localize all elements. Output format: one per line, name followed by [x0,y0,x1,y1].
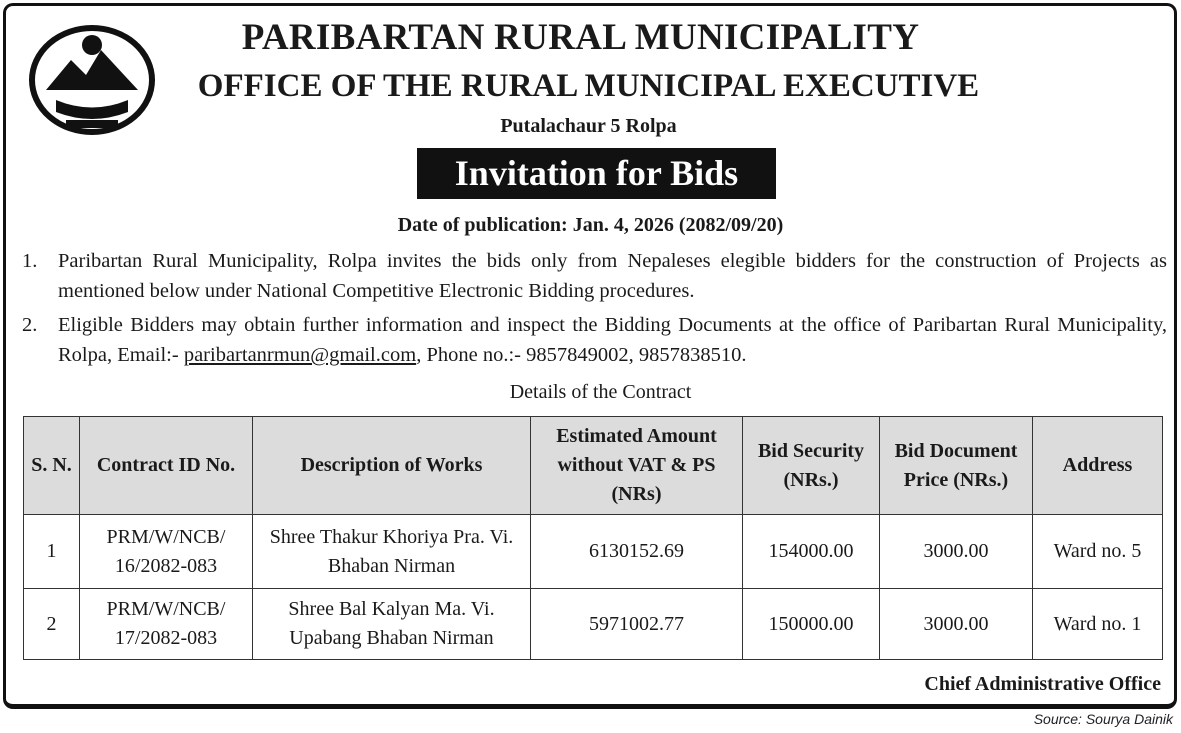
paragraph-1 [22,246,1167,306]
header-estimated-amount: Estimated Amount without VAT & PS (NRs) [531,417,743,515]
cell-address: Ward no. 5 [1033,515,1163,589]
email-link[interactable]: paribartanrmun@gmail.com [183,344,417,366]
cell-bid-security: 154000.00 [743,515,880,589]
phone-text: , Phone no.:- 9857849002, 9857838510. [416,344,747,366]
header-address: Address [1033,417,1163,515]
cell-document-price: 3000.00 [880,589,1033,660]
cell-description: Shree Bal Kalyan Ma. Vi. Upabang Bhaban Nirman [253,589,531,660]
header-description: Description of Works [253,417,531,515]
header-sn: S. N. [24,417,80,515]
table-header-row [24,417,1163,515]
contract-table [23,416,1163,660]
office-title: OFFICE OF THE RURAL MUNICIPAL EXECUTIVE [197,68,980,104]
cell-estimated-amount: 6130152.69 [531,515,743,589]
table-row [24,589,1163,660]
table-row [24,515,1163,589]
municipality-title: PARIBARTAN RURAL MUNICIPALITY [241,17,920,58]
cell-bid-security: 150000.00 [743,589,880,660]
publication-date: Date of publication: Jan. 4, 2026 (2082/09/20) [397,214,784,236]
paragraph-text [58,310,1167,370]
cell-contract-id: PRM/W/NCB/ 16/2082-083 [80,515,253,589]
cell-address: Ward no. 1 [1033,589,1163,660]
cell-description: Shree Thakur Khoriya Pra. Vi. Bhaban Nirman [253,515,531,589]
cell-sn: 2 [24,589,80,660]
paragraph-number: 2. [22,314,38,336]
cell-estimated-amount: 5971002.77 [531,589,743,660]
signature: Chief Administrative Office [924,673,1161,695]
table-caption: Details of the Contract [509,381,692,403]
paragraph-text-part: Eligible Bidders may obtain further information and inspect the Bidding Documents at the office of Paribartan Rural Municipality, Rolpa, Email:- [58,314,1167,366]
office-address: Putalachaur 5 Rolpa [500,115,677,137]
notice-title: Invitation for Bids [417,148,776,199]
paragraph-2 [22,310,1167,370]
paragraph-text: Paribartan Rural Municipality, Rolpa invites the bids only from Nepaleses elegible bidders for the construction of Projects as mentioned below under National Competitive Electronic Bidding procedures. [58,250,1167,302]
source-credit: Source: Sourya Dainik [1033,711,1173,727]
cell-sn: 1 [24,515,80,589]
header-document-price: Bid Document Price (NRs.) [880,417,1033,515]
cell-document-price: 3000.00 [880,515,1033,589]
header-contract-id: Contract ID No. [80,417,253,515]
paragraph-number: 1. [22,250,38,272]
header-bid-security: Bid Security (NRs.) [743,417,880,515]
cell-contract-id: PRM/W/NCB/ 17/2082-083 [80,589,253,660]
